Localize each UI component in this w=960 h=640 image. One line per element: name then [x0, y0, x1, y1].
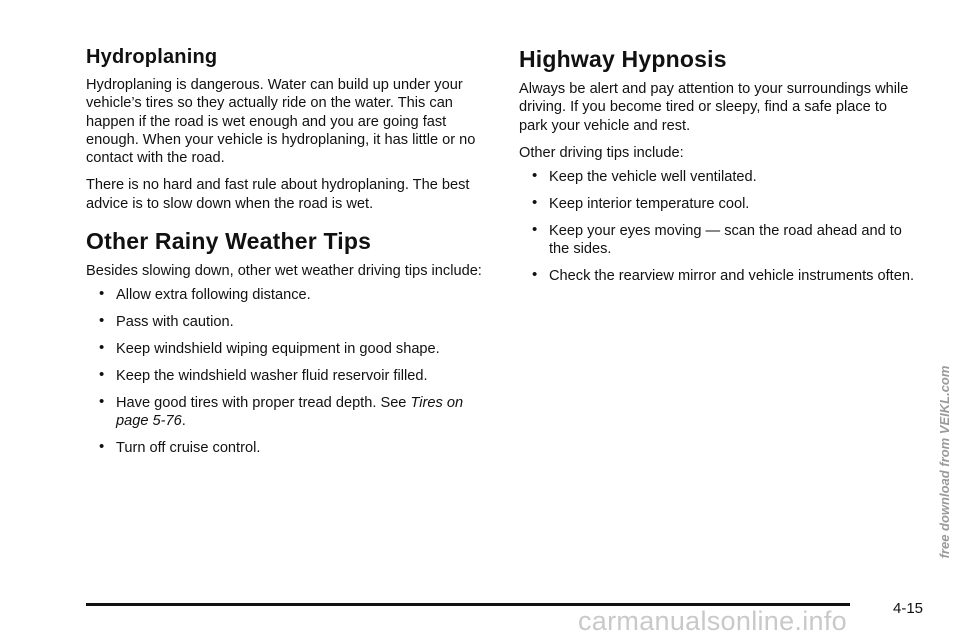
highway-hypnosis-list — [519, 168, 919, 285]
list-item — [86, 439, 486, 457]
list-item-text: Keep the windshield washer fluid reservoir filled. — [116, 367, 428, 384]
tires-reference-period: . — [181, 412, 186, 429]
bullet-icon: • — [99, 365, 105, 383]
list-item — [86, 313, 486, 331]
footer-site-watermark: carmanualsonline.info — [578, 606, 847, 636]
list-item-text: Keep your eyes moving — scan the road ahead and to the sides. — [549, 222, 902, 258]
list-item — [519, 168, 919, 186]
highway-hypnosis-paragraph-1: Always be alert and pay attention to your surroundings while driving. If you become tired or sleepy, find a safe place to park your vehicle and rest. — [519, 81, 909, 134]
list-item-text: Keep interior temperature cool. — [549, 195, 750, 212]
right-column — [519, 44, 919, 294]
list-item — [519, 222, 919, 259]
list-item — [86, 367, 486, 385]
list-item-text: Pass with caution. — [116, 314, 234, 331]
list-item — [86, 340, 486, 358]
hydroplaning-paragraph-1: Hydroplaning is dangerous. Water can build up under your vehicle’s tires so they actually ride on the water. This can happen if the road is wet enough and you are going fast enough. When your vehicle is hydroplaning, it has little or no contact with the road. — [86, 77, 476, 167]
bullet-icon: • — [532, 167, 538, 185]
highway-hypnosis-paragraph-2: Other driving tips include: — [519, 144, 684, 161]
hydroplaning-heading: Hydroplaning — [86, 46, 218, 68]
rainy-tips-list — [86, 286, 486, 457]
list-item — [86, 394, 486, 431]
list-item-text: Have good tires with proper tread depth. See — [116, 394, 411, 411]
list-item — [519, 267, 919, 285]
hydroplaning-paragraph-2: There is no hard and fast rule about hydroplaning. The best advice is to slow down when the road is wet. — [86, 177, 470, 212]
rainy-tips-heading: Other Rainy Weather Tips — [86, 228, 372, 255]
bullet-icon: • — [532, 220, 538, 238]
bullet-icon: • — [99, 338, 105, 356]
list-item — [519, 195, 919, 213]
bullet-icon: • — [532, 193, 538, 211]
left-column — [86, 44, 486, 465]
list-item — [86, 286, 486, 304]
list-item-text: Check the rearview mirror and vehicle instruments often. — [549, 267, 914, 284]
page-number: 4-15 — [893, 600, 924, 617]
list-item-text: Keep the vehicle well ventilated. — [549, 169, 757, 186]
bullet-icon: • — [99, 312, 105, 330]
list-item-text: Allow extra following distance. — [116, 287, 311, 304]
rainy-tips-intro: Besides slowing down, other wet weather driving tips include: — [86, 263, 482, 280]
list-item-text: Keep windshield wiping equipment in good shape. — [116, 340, 440, 357]
list-item-text: Turn off cruise control. — [116, 439, 261, 456]
bullet-icon: • — [99, 392, 105, 410]
bullet-icon: • — [532, 265, 538, 283]
side-watermark: free download from VEIKL.com — [937, 365, 952, 559]
bullet-icon: • — [99, 437, 105, 455]
tires-reference-link[interactable]: Tires on page 5-76 — [116, 394, 464, 429]
bullet-icon: • — [99, 285, 105, 303]
highway-hypnosis-heading: Highway Hypnosis — [519, 46, 727, 72]
